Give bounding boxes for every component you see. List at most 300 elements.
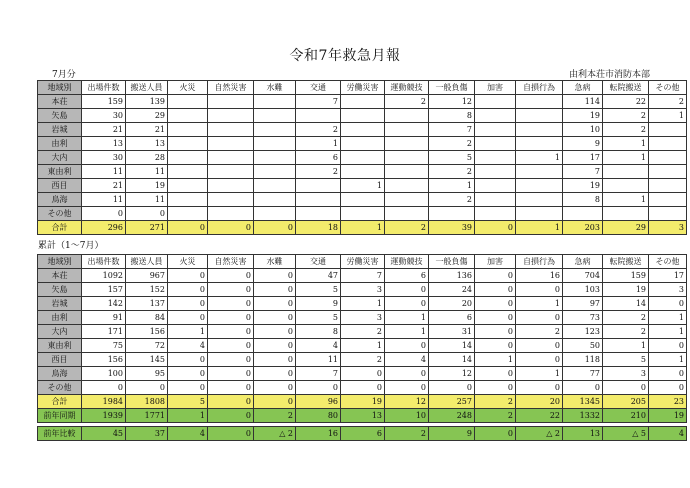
table-cell: 2 <box>385 427 429 441</box>
column-header: 急病 <box>563 81 603 95</box>
table-cell <box>208 109 254 123</box>
table-cell: 1 <box>475 353 516 367</box>
row-label: 大内 <box>38 325 82 339</box>
table-cell <box>649 207 687 221</box>
previous-year-comparison-row <box>38 427 687 441</box>
table-cell: 296 <box>82 221 126 235</box>
table-cell <box>475 109 516 123</box>
table-cell: 2 <box>429 193 475 207</box>
table-cell: 1 <box>603 151 649 165</box>
row-label: 西目 <box>38 179 82 193</box>
table-cell: 0 <box>341 381 385 395</box>
table-cell: 4 <box>649 427 687 441</box>
table-cell <box>296 179 341 193</box>
table-cell <box>475 207 516 221</box>
table-cell: 0 <box>168 297 208 311</box>
table-cell: △ 2 <box>516 427 563 441</box>
table-cell: 0 <box>254 283 296 297</box>
table-cell <box>341 207 385 221</box>
column-header: 出場件数 <box>82 81 126 95</box>
table-cell <box>208 151 254 165</box>
table-cell: 4 <box>296 339 341 353</box>
table-cell <box>168 109 208 123</box>
table-cell: 22 <box>603 95 649 109</box>
table-row <box>38 311 687 325</box>
table-cell: 0 <box>168 367 208 381</box>
column-header: 交通 <box>296 81 341 95</box>
table-cell <box>341 193 385 207</box>
header-row <box>38 255 687 269</box>
table-cell: 0 <box>208 353 254 367</box>
table-cell: 1 <box>649 109 687 123</box>
table-cell <box>168 95 208 109</box>
table-cell: 7 <box>341 269 385 283</box>
table-cell: 2 <box>429 165 475 179</box>
table-cell: 0 <box>208 339 254 353</box>
table-cell: 0 <box>516 311 563 325</box>
table-row <box>38 297 687 311</box>
table-cell: 14 <box>429 353 475 367</box>
table-cell: 19 <box>649 409 687 423</box>
column-header: 労働災害 <box>341 81 385 95</box>
table-cell: 210 <box>603 409 649 423</box>
table-cell: 0 <box>516 339 563 353</box>
table-cell: 8 <box>563 193 603 207</box>
table-cell: 9 <box>296 297 341 311</box>
table-cell: 103 <box>563 283 603 297</box>
table-cell: 0 <box>516 353 563 367</box>
table-cell: 0 <box>82 381 126 395</box>
table-cell <box>516 179 563 193</box>
table-cell <box>208 95 254 109</box>
table-cell: 77 <box>563 367 603 381</box>
table-cell <box>296 109 341 123</box>
table-cell: 139 <box>126 95 168 109</box>
column-header: 水難 <box>254 255 296 269</box>
table-cell <box>341 165 385 179</box>
table-cell: 6 <box>385 269 429 283</box>
column-header: 交通 <box>296 255 341 269</box>
table-cell: 13 <box>563 427 603 441</box>
table-cell: 156 <box>126 325 168 339</box>
table-cell: 0 <box>516 283 563 297</box>
table-cell: 19 <box>563 109 603 123</box>
table-cell: 1 <box>516 221 563 235</box>
table-cell: 0 <box>208 381 254 395</box>
monthly-table <box>37 80 687 235</box>
table-cell <box>168 151 208 165</box>
table-cell: 0 <box>475 311 516 325</box>
table-cell: 2 <box>475 395 516 409</box>
column-header: 水難 <box>254 81 296 95</box>
table-cell: 1808 <box>126 395 168 409</box>
table-cell: 0 <box>475 221 516 235</box>
table-cell: 1345 <box>563 395 603 409</box>
table-cell <box>385 123 429 137</box>
table-cell: 4 <box>168 427 208 441</box>
table-cell: 11 <box>126 165 168 179</box>
row-label: 前年比較 <box>38 427 82 441</box>
table-cell: 1 <box>649 325 687 339</box>
table-cell: △ 2 <box>254 427 296 441</box>
table-cell <box>385 151 429 165</box>
column-header: 搬送人員 <box>126 255 168 269</box>
row-label: 東由利 <box>38 339 82 353</box>
table-cell: 0 <box>516 381 563 395</box>
page-title: 令和7年救急月報 <box>289 48 401 64</box>
table-cell: 12 <box>429 95 475 109</box>
table-cell <box>254 179 296 193</box>
column-header: 運動競技 <box>385 81 429 95</box>
table-cell: 0 <box>208 409 254 423</box>
table-cell <box>208 165 254 179</box>
table-cell <box>649 151 687 165</box>
column-header: 急病 <box>563 255 603 269</box>
table-cell <box>649 123 687 137</box>
table-row <box>38 207 687 221</box>
table-cell: 2 <box>254 409 296 423</box>
table-cell <box>254 123 296 137</box>
table-cell: 271 <box>126 221 168 235</box>
table-cell: 0 <box>254 221 296 235</box>
table-cell: 159 <box>82 95 126 109</box>
table-cell <box>385 193 429 207</box>
table-cell: 0 <box>649 339 687 353</box>
column-header: 加害 <box>475 255 516 269</box>
table-cell: 5 <box>168 395 208 409</box>
table-cell: 171 <box>82 325 126 339</box>
table-cell: 0 <box>126 381 168 395</box>
table-cell: 5 <box>296 283 341 297</box>
table-cell: 45 <box>82 427 126 441</box>
table-cell <box>385 165 429 179</box>
table-cell <box>603 207 649 221</box>
table-cell: 0 <box>385 339 429 353</box>
row-label: 西目 <box>38 353 82 367</box>
table-cell: 1 <box>341 221 385 235</box>
table-cell: 31 <box>429 325 475 339</box>
table-cell <box>516 123 563 137</box>
table-cell <box>516 207 563 221</box>
table-cell: 0 <box>208 269 254 283</box>
table-cell: 2 <box>296 165 341 179</box>
total-row <box>38 395 687 409</box>
table-cell: 0 <box>254 269 296 283</box>
table-cell <box>475 151 516 165</box>
table-cell: 0 <box>208 311 254 325</box>
table-cell: 97 <box>563 297 603 311</box>
month-label: 7月分 <box>52 70 76 80</box>
table-cell <box>254 109 296 123</box>
table-cell <box>603 165 649 179</box>
table-cell: 1 <box>385 311 429 325</box>
table-cell: 18 <box>296 221 341 235</box>
table-cell: 2 <box>603 123 649 137</box>
table-cell <box>168 193 208 207</box>
column-header: 自損行為 <box>516 255 563 269</box>
table-cell <box>168 123 208 137</box>
table-cell: 0 <box>168 283 208 297</box>
table-cell: 0 <box>208 221 254 235</box>
table-cell: 0 <box>475 427 516 441</box>
table-cell: 4 <box>168 339 208 353</box>
table-row <box>38 179 687 193</box>
previous-year-comparison-table <box>37 426 687 441</box>
column-header: 自損行為 <box>516 81 563 95</box>
table-cell: 0 <box>475 339 516 353</box>
column-header: 自然災害 <box>208 255 254 269</box>
table-cell: 91 <box>82 311 126 325</box>
table-cell <box>254 207 296 221</box>
column-header: 加害 <box>475 81 516 95</box>
table-cell <box>296 207 341 221</box>
table-cell: 0 <box>208 367 254 381</box>
table-cell: 0 <box>254 367 296 381</box>
table-cell: 7 <box>563 165 603 179</box>
row-label: 大内 <box>38 151 82 165</box>
table-row <box>38 109 687 123</box>
table-cell: 24 <box>429 283 475 297</box>
row-label: 矢島 <box>38 109 82 123</box>
table-cell <box>208 137 254 151</box>
table-cell: 95 <box>126 367 168 381</box>
table-cell <box>649 165 687 179</box>
table-cell: 11 <box>82 193 126 207</box>
table-cell: 3 <box>649 283 687 297</box>
table-cell: 17 <box>563 151 603 165</box>
table-cell: 2 <box>649 95 687 109</box>
column-header: 一般負傷 <box>429 255 475 269</box>
table-cell: 14 <box>603 297 649 311</box>
row-label: 合計 <box>38 395 82 409</box>
table-cell: 257 <box>429 395 475 409</box>
previous-year-table <box>37 408 687 423</box>
table-cell: 8 <box>429 109 475 123</box>
table-row <box>38 165 687 179</box>
table-cell: 9 <box>429 427 475 441</box>
table-cell: 0 <box>649 381 687 395</box>
table-cell: 0 <box>603 381 649 395</box>
table-cell: 13 <box>126 137 168 151</box>
table-cell: 0 <box>341 367 385 381</box>
table-cell: 1 <box>649 311 687 325</box>
table-cell: 0 <box>254 325 296 339</box>
table-cell <box>341 137 385 151</box>
table-cell: 0 <box>475 269 516 283</box>
table-cell: 19 <box>126 179 168 193</box>
table-cell: 6 <box>296 151 341 165</box>
table-cell: 11 <box>82 165 126 179</box>
column-header: その他 <box>649 255 687 269</box>
previous-year-row <box>38 409 687 423</box>
table-cell: 1 <box>385 325 429 339</box>
table-cell: 0 <box>208 325 254 339</box>
table-cell: 13 <box>82 137 126 151</box>
table-cell: 17 <box>649 269 687 283</box>
row-label: 鳥海 <box>38 367 82 381</box>
table-cell: 0 <box>254 353 296 367</box>
row-label: 東由利 <box>38 165 82 179</box>
table-cell: 2 <box>341 325 385 339</box>
table-cell: 3 <box>603 367 649 381</box>
row-label: 岩城 <box>38 123 82 137</box>
table-cell: 0 <box>168 311 208 325</box>
table-cell <box>385 137 429 151</box>
table-cell: 11 <box>126 193 168 207</box>
table-cell: 37 <box>126 427 168 441</box>
table-cell <box>475 123 516 137</box>
table-cell: 0 <box>385 367 429 381</box>
table-cell: 114 <box>563 95 603 109</box>
table-cell: 19 <box>563 179 603 193</box>
table-cell <box>649 179 687 193</box>
table-cell <box>385 109 429 123</box>
table-cell: 2 <box>603 325 649 339</box>
column-header: 地域別 <box>38 255 82 269</box>
table-cell: 5 <box>429 151 475 165</box>
column-header: 出場件数 <box>82 255 126 269</box>
table-cell: 2 <box>603 311 649 325</box>
table-cell: 2 <box>385 95 429 109</box>
table-cell: 22 <box>516 409 563 423</box>
table-cell: 96 <box>296 395 341 409</box>
table-cell: 2 <box>516 325 563 339</box>
row-label: 由利 <box>38 311 82 325</box>
table-cell: 21 <box>82 123 126 137</box>
table-cell: 28 <box>126 151 168 165</box>
table-cell: 1 <box>516 151 563 165</box>
table-cell: 248 <box>429 409 475 423</box>
table-cell: 0 <box>208 297 254 311</box>
table-cell <box>563 207 603 221</box>
column-header: 転院搬送 <box>603 81 649 95</box>
table-cell: 157 <box>82 283 126 297</box>
table-cell <box>168 207 208 221</box>
row-label: その他 <box>38 207 82 221</box>
table-cell: 72 <box>126 339 168 353</box>
table-cell: 1 <box>168 409 208 423</box>
table-row <box>38 325 687 339</box>
header-row <box>38 81 687 95</box>
table-cell: 0 <box>168 353 208 367</box>
table-cell: 142 <box>82 297 126 311</box>
table-cell: 3 <box>341 283 385 297</box>
table-cell: 1771 <box>126 409 168 423</box>
table-cell: 1 <box>603 193 649 207</box>
table-cell <box>341 123 385 137</box>
table-cell <box>475 193 516 207</box>
cumulative-table <box>37 254 687 409</box>
table-cell: 1092 <box>82 269 126 283</box>
row-label: 鳥海 <box>38 193 82 207</box>
table-cell: 20 <box>429 297 475 311</box>
table-cell: 16 <box>516 269 563 283</box>
table-cell: 5 <box>296 311 341 325</box>
table-cell: 0 <box>126 207 168 221</box>
table-cell <box>516 165 563 179</box>
table-cell: 2 <box>475 409 516 423</box>
table-cell: 0 <box>168 221 208 235</box>
table-cell: 0 <box>208 395 254 409</box>
table-cell <box>603 179 649 193</box>
table-cell: 6 <box>341 427 385 441</box>
table-cell: 29 <box>603 221 649 235</box>
table-cell: 0 <box>475 381 516 395</box>
table-cell: 29 <box>126 109 168 123</box>
table-cell: △ 5 <box>603 427 649 441</box>
table-cell: 2 <box>429 137 475 151</box>
table-cell: 84 <box>126 311 168 325</box>
table-cell <box>516 95 563 109</box>
table-cell: 1 <box>516 297 563 311</box>
table-cell <box>341 95 385 109</box>
table-cell: 7 <box>296 367 341 381</box>
column-header: 一般負傷 <box>429 81 475 95</box>
table-cell: 3 <box>649 221 687 235</box>
table-cell: 20 <box>516 395 563 409</box>
table-cell: 0 <box>254 339 296 353</box>
column-header: 労働災害 <box>341 255 385 269</box>
table-row <box>38 367 687 381</box>
table-row <box>38 381 687 395</box>
table-row <box>38 151 687 165</box>
row-label: 前年同期 <box>38 409 82 423</box>
table-cell: 118 <box>563 353 603 367</box>
table-cell: 19 <box>603 283 649 297</box>
row-label: 由利 <box>38 137 82 151</box>
table-cell: 1 <box>429 179 475 193</box>
table-cell <box>254 151 296 165</box>
table-row <box>38 193 687 207</box>
table-cell: 100 <box>82 367 126 381</box>
table-cell: 0 <box>208 427 254 441</box>
table-cell: 0 <box>385 283 429 297</box>
table-cell: 0 <box>254 297 296 311</box>
table-row <box>38 339 687 353</box>
total-row <box>38 221 687 235</box>
table-cell: 1939 <box>82 409 126 423</box>
table-cell: 2 <box>385 221 429 235</box>
table-cell: 6 <box>429 311 475 325</box>
table-cell <box>254 137 296 151</box>
table-cell: 152 <box>126 283 168 297</box>
table-cell: 1 <box>341 179 385 193</box>
table-cell: 23 <box>649 395 687 409</box>
table-cell: 0 <box>475 325 516 339</box>
organization-label: 由利本荘市消防本部 <box>568 70 650 80</box>
table-cell <box>254 165 296 179</box>
column-header: 地域別 <box>38 81 82 95</box>
table-cell: 1 <box>603 339 649 353</box>
table-cell: 0 <box>254 395 296 409</box>
table-cell: 0 <box>208 283 254 297</box>
table-cell: 9 <box>563 137 603 151</box>
table-cell: 137 <box>126 297 168 311</box>
table-cell: 1332 <box>563 409 603 423</box>
column-header: 火災 <box>168 255 208 269</box>
table-cell: 14 <box>429 339 475 353</box>
table-cell: 205 <box>603 395 649 409</box>
table-cell: 0 <box>563 381 603 395</box>
table-cell: 12 <box>385 395 429 409</box>
table-cell: 7 <box>296 95 341 109</box>
table-cell: 0 <box>649 297 687 311</box>
table-cell: 39 <box>429 221 475 235</box>
table-cell: 21 <box>82 179 126 193</box>
row-label: 合計 <box>38 221 82 235</box>
table-cell: 0 <box>254 381 296 395</box>
table-row <box>38 123 687 137</box>
